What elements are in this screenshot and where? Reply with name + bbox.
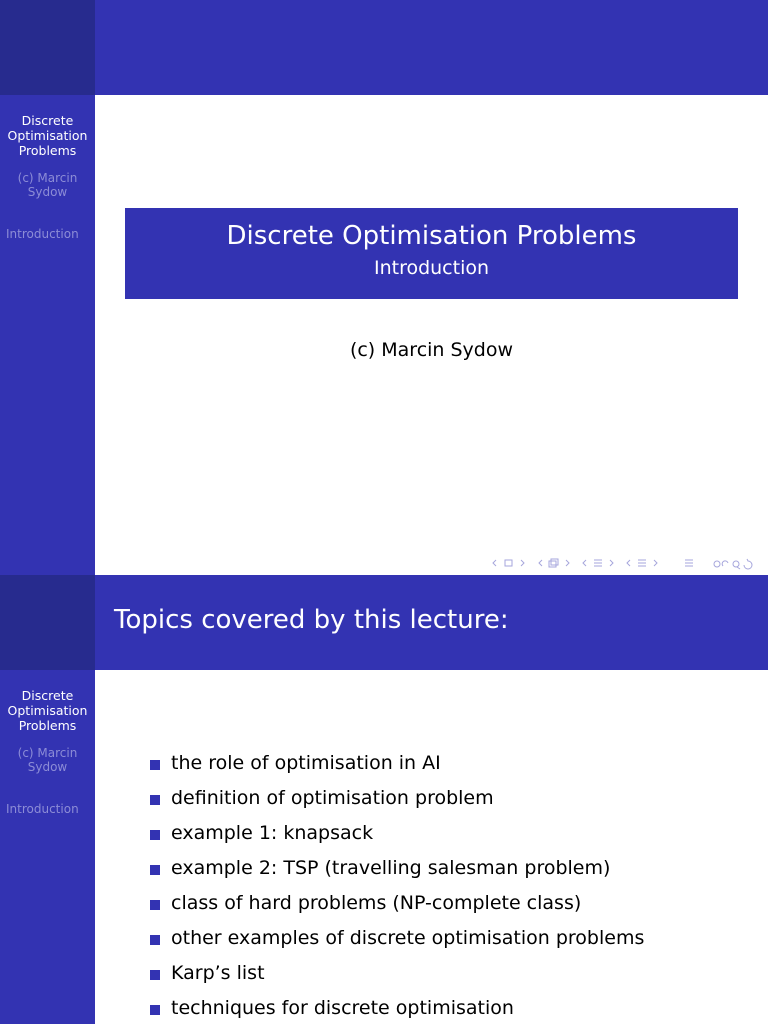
- square-bullet-icon: [150, 865, 160, 875]
- sidebar-title[interactable]: Discrete Optimisation Problems: [7, 688, 88, 733]
- list-item: [148, 991, 644, 1024]
- topics-list: [148, 746, 644, 1024]
- square-bullet-icon: [150, 760, 160, 770]
- list-item-text: class of hard problems (NP-complete class): [171, 892, 582, 914]
- list-item-text: Karp’s list: [171, 962, 265, 984]
- list-item-text: the role of optimisation in AI: [171, 752, 441, 774]
- list-item: [148, 921, 644, 956]
- frame-icon[interactable]: [549, 559, 586, 567]
- slide-icon[interactable]: [505, 560, 512, 566]
- next-arrow-icon[interactable]: [521, 560, 542, 566]
- title-box: [125, 208, 738, 299]
- sidebar-section-introduction[interactable]: Introduction: [6, 802, 79, 816]
- list-item: [148, 781, 644, 816]
- list-item-text: other examples of discrete optimisation problems: [171, 927, 645, 949]
- square-bullet-icon: [150, 900, 160, 910]
- search-icon[interactable]: [714, 559, 752, 569]
- list-item-text: definition of optimisation problem: [171, 787, 494, 809]
- header-bar: [95, 575, 768, 670]
- presentation-title: Discrete Optimisation Problems: [226, 221, 637, 251]
- list-item: [148, 816, 644, 851]
- square-bullet-icon: [150, 1005, 160, 1015]
- sidebar-author[interactable]: (c) Marcin Sydow: [17, 171, 78, 199]
- align-icon[interactable]: [685, 560, 693, 566]
- section-icon[interactable]: [594, 560, 630, 566]
- list-item: [148, 851, 644, 886]
- navigation-bar: [492, 556, 762, 570]
- list-item-text: example 2: TSP (travelling salesman problem): [171, 857, 611, 879]
- list-item: [148, 886, 644, 921]
- list-item: [148, 746, 644, 781]
- topics-slide: [0, 575, 768, 1024]
- sidebar: [0, 95, 95, 575]
- subsection-icon[interactable]: [638, 560, 657, 566]
- prev-arrow-icon[interactable]: [493, 560, 496, 566]
- list-item-text: example 1: knapsack: [171, 822, 374, 844]
- list-item: [148, 956, 644, 991]
- header-bar: [95, 0, 768, 95]
- header-corner: [0, 575, 95, 670]
- header-corner: [0, 0, 95, 95]
- square-bullet-icon: [150, 970, 160, 980]
- author-line: (c) Marcin Sydow: [349, 339, 514, 361]
- sidebar-title[interactable]: Discrete Optimisation Problems: [7, 113, 88, 158]
- square-bullet-icon: [150, 830, 160, 840]
- frame-title: Topics covered by this lecture:: [114, 605, 509, 635]
- list-item-text: techniques for discrete optimisation: [171, 997, 514, 1019]
- sidebar-author[interactable]: (c) Marcin Sydow: [17, 746, 78, 774]
- presentation-subtitle: Introduction: [373, 257, 490, 279]
- sidebar-section-introduction[interactable]: Introduction: [6, 227, 79, 241]
- sidebar: [0, 670, 95, 1024]
- square-bullet-icon: [150, 935, 160, 945]
- square-bullet-icon: [150, 795, 160, 805]
